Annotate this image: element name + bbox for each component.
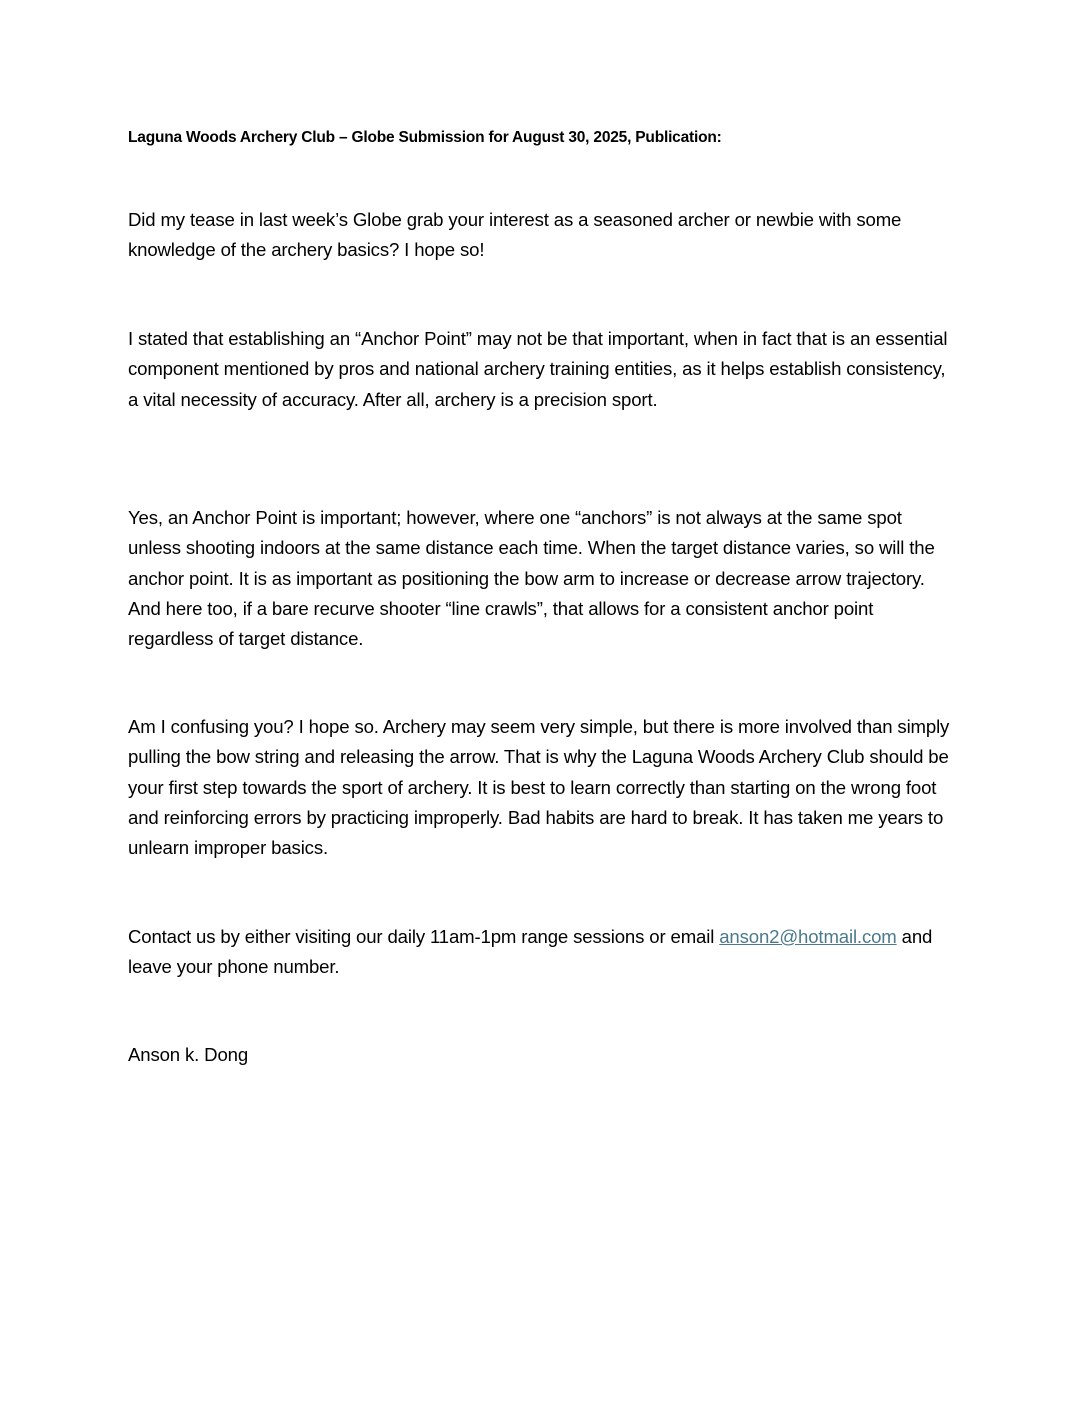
- contact-prefix: Contact us by either visiting our daily 11am-1pm range sessions or email: [128, 926, 720, 947]
- document-heading: Laguna Woods Archery Club – Globe Submission for August 30, 2025, Publication:: [128, 129, 722, 146]
- paragraph-anchor-point-details: Yes, an Anchor Point is important; however, where one “anchors” is not always at the same spot unless shooting indoors at the same distance each time. When the target distance varies, so will the anchor point. It is as important as positioning the bow arm to increase or decrease arrow trajectory. And here too, if a bare recurve shooter “line crawls”, that allows for a consistent anchor point regardless of target distance.: [128, 507, 935, 650]
- paragraph-intro: Did my tease in last week’s Globe grab your interest as a seasoned archer or newbie with some knowledge of the archery basics? I hope so!: [128, 209, 902, 261]
- paragraph-club-recommendation: Am I confusing you? I hope so. Archery may seem very simple, but there is more involved than simply pulling the bow string and releasing the arrow. That is why the Laguna Woods Archery Club should be your first step towards the sport of archery. It is best to learn correctly than starting on the wrong foot and reinforcing errors by practicing improperly. Bad habits are hard to break. It has taken me years to unlearn improper basics.: [128, 716, 950, 859]
- signature: Anson k. Dong: [128, 1044, 249, 1065]
- email-link[interactable]: anson2@hotmail.com: [719, 926, 897, 947]
- contact-suffix: and leave your phone number.: [128, 926, 933, 978]
- paragraph-anchor-point-statement: I stated that establishing an “Anchor Point” may not be that important, when in fact that is an essential component mentioned by pros and national archery training entities, as it helps establish consistency, a vital necessity of accuracy. After all, archery is a precision sport.: [128, 328, 948, 410]
- paragraph-contact: [128, 922, 958, 983]
